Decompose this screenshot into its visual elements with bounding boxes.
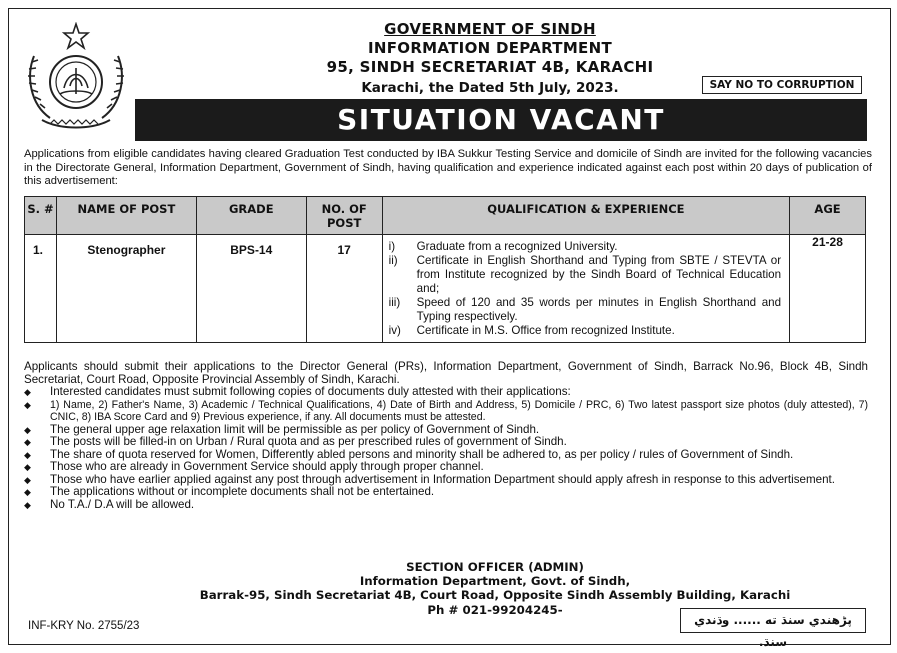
header-government: GOVERNMENT OF SINDH <box>384 20 596 38</box>
qualification-item <box>389 324 781 338</box>
signature-officer: SECTION OFFICER (ADMIN) <box>406 560 584 574</box>
signature-address: Barrak-95, Sindh Secretariat 4B, Court Road, Opposite Sindh Assembly Building, Karachi <box>199 588 791 603</box>
bullet-icon: ◆ <box>24 387 31 397</box>
instructions-lead: Applicants should submit their applications to the Director General (PRs), Information Department, Government of Sindh, Barrack No.96, Block 4B, Sindh Secretariat, Court Road, Opposite Provincial Assembly of Sindh, Karachi. <box>24 360 868 386</box>
list-item <box>24 399 868 424</box>
instruction-text: 1) Name, 2) Father's Name, 3) Academic / Technical Qualifications, 4) Date of Birth and Address, 5) Domicile / PRC, 6) Two latest passport size photos (duly attested), 7) CNIC, 8) IBA Score Card and 9) Previous experience, if any. All documents must be attested. <box>50 398 868 423</box>
instruction-text: Interested candidates must submit following copies of documents duly attested with their applications: <box>50 385 571 398</box>
bullet-icon: ◆ <box>24 487 31 497</box>
cell-post-name: Stenographer <box>56 235 196 343</box>
header-department: INFORMATION DEPARTMENT <box>368 39 612 57</box>
cell-qualification <box>382 235 789 343</box>
vacancy-table <box>24 196 866 343</box>
bullet-icon: ◆ <box>24 474 31 485</box>
list-item <box>24 486 868 499</box>
qualification-num: iv) <box>388 324 401 337</box>
col-header-grade: GRADE <box>196 197 306 235</box>
sindh-government-emblem-icon <box>20 22 132 134</box>
list-item <box>24 436 868 449</box>
qualification-item <box>389 240 781 254</box>
cell-age: 21-28 <box>790 235 866 343</box>
cell-grade: BPS-14 <box>196 235 306 343</box>
qualification-num: iii) <box>388 296 401 309</box>
header-block <box>280 20 700 98</box>
situation-vacant-banner: SITUATION VACANT <box>135 99 867 141</box>
sindhi-slogan-box <box>680 608 866 649</box>
qualification-item <box>389 254 781 296</box>
col-header-name: NAME OF POST <box>56 197 196 235</box>
sindhi-slogan: پڑھندي سنڌ ته ...... وڌندي سنڌ. <box>694 613 852 649</box>
instructions-list <box>24 386 868 511</box>
bullet-icon: ◆ <box>24 424 31 435</box>
cell-sn: 1. <box>25 235 57 343</box>
bullet-icon: ◆ <box>24 462 31 472</box>
cell-no-of-post: 17 <box>306 235 382 343</box>
qualification-text: Certificate in M.S. Office from recognized Institute. <box>416 324 675 337</box>
qualification-num: ii) <box>388 254 398 267</box>
reference-number: INF-KRY No. 2755/23 <box>28 620 140 632</box>
instructions-block <box>24 361 868 511</box>
signature-department: Information Department, Govt. of Sindh, <box>359 574 631 589</box>
header-dated: Karachi, the Dated 5th July, 2023. <box>361 80 619 96</box>
table-row <box>25 235 866 343</box>
col-header-sn: S. # <box>25 197 57 235</box>
instruction-text: The applications without or incomplete documents shall not be entertained. <box>50 485 435 498</box>
list-item <box>24 386 868 399</box>
bullet-icon: ◆ <box>24 499 31 510</box>
qualification-text: Certificate in English Shorthand and Typing from SBTE / STEVTA or from Institute recognized by the Sindh Board of Technical Education and; <box>416 254 782 295</box>
col-header-age: AGE <box>790 197 866 235</box>
signature-phone: Ph # 021-99204245- <box>427 602 563 617</box>
instruction-text: The posts will be filled-in on Urban / Rural quota and as per prescribed rules of government of Sindh. <box>50 435 567 448</box>
qualification-text: Graduate from a recognized University. <box>416 240 618 253</box>
table-header-row <box>25 197 866 235</box>
instruction-text: The general upper age relaxation limit will be permissible as per policy of Government of Sindh. <box>50 422 540 436</box>
header-address: 95, SINDH SECRETARIAT 4B, KARACHI <box>326 58 654 76</box>
say-no-to-corruption-badge: SAY NO TO CORRUPTION <box>702 76 862 94</box>
bullet-icon: ◆ <box>24 399 31 410</box>
qualification-item <box>389 296 781 324</box>
col-header-no-of-post: NO. OF POST <box>306 197 382 235</box>
bullet-icon: ◆ <box>24 437 31 447</box>
qualification-text: Speed of 120 and 35 words per minutes in English Shorthand and Typing respectively. <box>416 296 782 323</box>
instruction-text: Those who have earlier applied against any post through advertisement in Information Department should apply afresh in response to this advertisement. <box>50 472 835 486</box>
list-item <box>24 461 868 474</box>
instruction-text: The share of quota reserved for Women, Differently abled persons and minority shall be adhered to, as per policy / rules of Government of Sindh. <box>50 447 794 461</box>
bullet-icon: ◆ <box>24 449 31 460</box>
qualification-num: i) <box>388 240 396 253</box>
instruction-text: No T.A./ D.A will be allowed. <box>50 497 195 511</box>
intro-paragraph: Applications from eligible candidates having cleared Graduation Test conducted by IBA Sukkur Testing Service and domicile of Sindh are invited for the following vacancies in the Directorate General, Information Department, Government of Sindh, having qualification and experience indicated against each post within 20 days of publication of this advertisement: <box>24 148 872 187</box>
col-header-qualification: QUALIFICATION & EXPERIENCE <box>382 197 789 235</box>
instruction-text: Those who are already in Government Service should apply through proper channel. <box>50 460 484 473</box>
list-item <box>24 499 868 512</box>
